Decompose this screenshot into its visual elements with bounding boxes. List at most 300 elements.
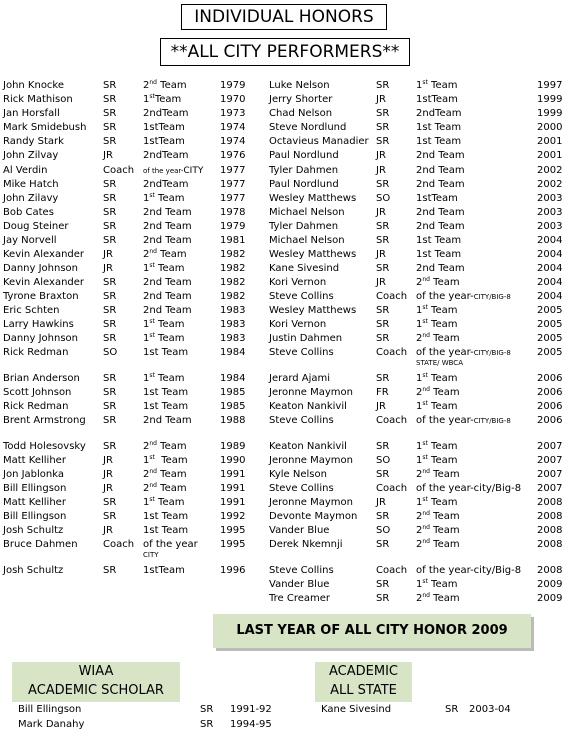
team-honor-text: 2 [416,277,423,288]
player-class: SR [103,319,117,330]
team-honor-text: 1st Team [416,235,462,246]
team-honor-rest: Team [427,401,458,412]
honor-year: 2006 [537,373,563,384]
team-honor-text: 2nd Team [416,150,465,161]
honor-year: 2003 [537,193,563,204]
team-ordinal-suffix: nd [422,510,430,517]
player-name: Steve Collins [269,415,334,426]
player-class: JR [103,455,113,466]
team-honor-rest: Team [427,80,458,91]
player-class: SR [376,469,390,480]
honor-year: 1984 [220,347,246,358]
team-ordinal-suffix: nd [149,79,157,86]
player-name: Wesley Matthews [269,249,357,260]
team-honor-rest: Team [157,80,187,91]
player-class: Coach [103,539,135,550]
team-honor-rest: Team [154,455,188,466]
player-name: Rick Redman [3,401,69,412]
team-honor-text: 2 [416,539,423,550]
all-state-heading: ALL STATE [330,683,397,698]
player-name: Steve Collins [269,483,334,494]
team-ordinal-suffix: st [149,332,155,339]
player-name: Kane Sivesind [269,263,340,274]
player-name: Devonte Maymon [269,511,358,522]
team-honor-rest: Team [154,373,185,384]
team-honor [416,482,521,496]
team-honor-rest: Team [430,277,460,288]
team-honor [143,192,184,206]
honor-year: 2009 [537,593,563,604]
team-honor [416,468,460,482]
team-honor [416,290,511,304]
player-class: JR [103,469,113,480]
honor-year: 1977 [220,193,246,204]
team-honor-text: 1st Team [143,401,189,412]
player-name: Michael Nelson [269,207,345,218]
team-honor-rest: Team [430,333,460,344]
team-honor [143,538,198,559]
team-honor-text: 1stTeam [143,136,185,147]
player-class: SR [103,387,117,398]
player-name: Scott Johnson [3,387,72,398]
team-ordinal-suffix: st [422,318,428,325]
team-honor [416,304,457,318]
player-name: Jan Horsfall [3,108,60,119]
player-name: Rick Mathison [3,94,73,105]
player-class: JR [103,249,113,260]
player-class: JR [376,497,386,508]
team-honor-rest: Team [154,319,185,330]
honor-year: 1977 [220,179,246,190]
honor-year: 1997 [537,80,563,91]
player-name: Justin Dahmen [269,333,343,344]
player-class: SR [376,122,390,133]
honor-year: 2003 [537,207,563,218]
team-ordinal-suffix: st [149,496,155,503]
team-honor [143,454,188,468]
team-honor-text: of the year- [416,347,474,358]
team-honor [416,414,511,428]
team-honor [416,164,465,178]
team-honor-rest: Team [430,387,460,398]
player-name: Tyrone Braxton [3,291,79,302]
player-class: Coach [376,483,408,494]
team-honor-rest: Team [157,469,187,480]
honor-year: 1983 [220,305,246,316]
honor-year: 2004 [537,291,563,302]
wiaa-name: Mark Danahy [18,719,85,730]
team-honor-rest: Team [427,319,458,330]
honor-year: 2009 [537,579,563,590]
academic-heading: ACADEMIC [329,664,398,679]
team-honor-text: 2nd Team [143,235,192,246]
honor-year: 1982 [220,249,246,260]
honor-year: 1982 [220,263,246,274]
team-honor [143,178,188,192]
player-name: Kori Vernon [269,319,327,330]
team-honor-text: 2 [416,525,423,536]
team-honor-text: 1st Team [416,122,462,133]
team-honor-text: 1 [143,263,150,274]
team-honor-text: 1 [143,455,150,466]
honor-year: 2007 [537,441,563,452]
team-honor [143,346,188,360]
team-honor-text: 1st Team [416,249,462,260]
team-honor [143,510,188,524]
team-honor-text: 2nd Team [143,291,192,302]
team-honor [143,400,188,414]
honor-year: 2005 [537,319,563,330]
honor-year: 2006 [537,401,563,412]
team-honor [143,468,187,482]
player-class: Coach [376,565,408,576]
honor-year: 1989 [220,441,246,452]
team-honor-rest: Team [430,469,460,480]
team-honor [416,400,457,414]
team-honor-rest: Team [154,497,185,508]
player-class: SR [376,441,390,452]
player-class: JR [376,150,386,161]
team-honor [143,290,192,304]
team-honor-text: 1stTeam [416,193,458,204]
honor-year: 2008 [537,525,563,536]
wiaa-class: SR [200,719,214,730]
player-name: Jon Jablonka [3,469,64,480]
player-class: SR [376,108,390,119]
player-name: Wesley Matthews [269,193,357,204]
team-honor [143,262,184,276]
player-class: SR [376,511,390,522]
team-ordinal-suffix: nd [422,468,430,475]
player-class: SR [103,94,117,105]
team-ordinal-suffix: nd [149,440,157,447]
player-name: Wesley Matthews [269,305,357,316]
team-honor [143,496,184,510]
team-honor [416,578,457,592]
team-honor-text: 1 [416,401,423,412]
team-honor [143,149,188,163]
team-honor [143,332,184,346]
player-name: Josh Schultz [3,525,64,536]
team-honor-text: 1 [143,319,150,330]
player-class: JR [103,263,113,274]
team-ordinal-suffix: st [422,304,428,311]
team-honor [416,262,465,276]
all-city-performers-title: **ALL CITY PERFORMERS** [160,38,410,66]
player-name: Jerard Ajami [269,373,331,384]
player-class: JR [376,249,386,260]
team-honor-qualifier: CITY/BIG-8 [473,417,511,425]
team-honor-text: 2ndTeam [143,179,189,190]
team-honor-text: 1 [416,373,423,384]
team-ordinal-suffix: st [422,454,428,461]
team-honor-text: 2 [143,483,150,494]
player-class: SR [103,333,117,344]
honor-year: 2006 [537,387,563,398]
team-honor [143,482,187,496]
player-name: Derek Nkemnji [269,539,343,550]
honor-year: 2007 [537,469,563,480]
team-honor [143,206,192,220]
team-honor [143,248,187,262]
player-class: SO [376,525,391,536]
team-honor [143,164,203,178]
team-honor [416,564,521,578]
honor-year: 2008 [537,511,563,522]
player-class: SR [103,122,117,133]
honor-year: 2004 [537,249,563,260]
team-honor [143,372,184,386]
player-class: SR [103,291,117,302]
team-honor-text: 1 [416,305,423,316]
honor-year: 2004 [537,235,563,246]
honor-year: 1974 [220,122,246,133]
player-name: Kori Vernon [269,277,327,288]
team-ordinal-suffix: nd [422,276,430,283]
honor-year: 1970 [220,94,246,105]
team-honor-text: 2 [143,249,150,260]
player-class: SR [376,539,390,550]
honor-year: 2001 [537,150,563,161]
team-honor [416,121,461,135]
team-ordinal-suffix: st [422,440,428,447]
player-name: Jay Norvell [3,235,57,246]
wiaa-name: Bill Ellingson [18,704,82,715]
player-class: SO [376,455,391,466]
player-name: Matt Kelliher [3,497,66,508]
honor-year: 1977 [220,165,246,176]
team-honor-rest: Team [427,373,458,384]
team-honor [416,346,511,367]
player-class: SR [103,565,117,576]
player-class: SO [103,347,118,358]
team-ordinal-suffix: nd [422,524,430,531]
player-class: SR [103,277,117,288]
player-name: Doug Steiner [3,221,69,232]
team-honor-text: 2nd Team [416,165,465,176]
team-honor [143,386,188,400]
wiaa-row [18,703,278,717]
team-honor [416,248,461,262]
player-name: Josh Schultz [3,565,64,576]
team-honor-qualifier: CITY/BIG-8 [473,349,511,357]
player-name: Octavieus Manadier [269,136,369,147]
player-class: SR [103,235,117,246]
player-name: Keaton Nankivil [269,441,347,452]
team-honor-text: 1 [416,497,423,508]
player-class: SR [376,136,390,147]
player-name: Steve Collins [269,347,334,358]
team-ordinal-suffix: nd [149,468,157,475]
player-name: Keaton Nankivil [269,401,347,412]
player-class: JR [376,207,386,218]
team-honor-qualifier: CITY/BIG-8 [473,293,511,301]
team-honor-text: 2 [416,469,423,480]
player-name: Jerry Shorter [269,94,333,105]
team-ordinal-suffix: st [149,454,155,461]
team-honor-rest: Team [427,305,458,316]
player-class: SR [376,179,390,190]
team-honor-text: 1stTeam [416,94,458,105]
team-honor [416,79,457,93]
honor-year: 1985 [220,387,246,398]
team-honor [143,440,187,454]
team-honor [416,93,458,107]
team-ordinal-suffix: nd [422,592,430,599]
team-honor-text: of the year-city/Big-8 [416,483,522,494]
honor-year: 1983 [220,333,246,344]
team-honor-text: 2 [416,387,423,398]
team-honor-rest: Team [154,193,185,204]
team-honor [143,524,188,538]
team-honor [416,524,460,538]
honor-year: 2004 [537,277,563,288]
team-honor [143,564,185,578]
honor-year: 2008 [537,565,563,576]
honor-year: 1976 [220,150,246,161]
academic-all-state-row [321,703,521,717]
player-name: Paul Nordlund [269,179,339,190]
player-class: SR [376,263,390,274]
player-class: SR [103,193,117,204]
team-ordinal-suffix: nd [149,482,157,489]
player-class: SR [376,333,390,344]
player-class: JR [376,94,386,105]
all-state-name: Kane Sivesind [321,704,392,715]
player-class: SR [376,593,390,604]
team-honor-text: 2nd Team [416,221,465,232]
team-ordinal-suffix: st [149,318,155,325]
honor-year: 1981 [220,235,246,246]
player-name: John Zilavy [3,193,59,204]
team-honor [416,135,461,149]
wiaa-years: 1994-95 [230,719,272,730]
academic-all-state-box [315,662,412,702]
honor-year: 1982 [220,277,246,288]
team-honor-rest: Team [427,441,458,452]
team-honor [143,93,181,107]
player-class: JR [376,165,386,176]
player-class: Coach [376,347,408,358]
team-honor [416,276,460,290]
player-name: Eric Schten [3,305,60,316]
player-class: SR [103,221,117,232]
team-honor-text: 2 [143,469,150,480]
team-honor-text: 2ndTeam [143,150,189,161]
team-honor-text: 1 [416,319,423,330]
team-honor [143,318,184,332]
honor-year: 2007 [537,455,563,466]
player-class: JR [103,525,113,536]
team-honor-rest: Team [157,249,187,260]
last-year-banner: LAST YEAR OF ALL CITY HONOR 2009 [213,614,531,648]
honor-year: 1991 [220,497,246,508]
team-honor-text: 2nd Team [143,207,192,218]
team-honor-text: 2 [416,511,423,522]
player-class: JR [103,483,113,494]
team-honor-text: 1stTeam [143,565,185,576]
player-name: Jeronne Maymon [269,497,353,508]
honor-year: 1982 [220,291,246,302]
player-name: Luke Nelson [269,80,330,91]
team-honor-text: 2 [416,333,423,344]
player-class: SR [103,415,117,426]
team-honor [416,234,461,248]
player-name: Rick Redman [3,347,69,358]
team-honor-text: of the year- [143,167,184,175]
team-ordinal-suffix: st [149,262,155,269]
team-honor-text: 2nd Team [416,179,465,190]
honor-year: 1999 [537,94,563,105]
team-honor [416,372,457,386]
team-ordinal-suffix: st [422,372,428,379]
team-honor [416,149,465,163]
team-honor [416,206,465,220]
team-honor-rest: Team [430,525,460,536]
team-honor-text: 2 [416,593,423,604]
wiaa-heading: WIAA [78,664,114,679]
honor-year: 2006 [537,415,563,426]
team-honor-text: 1 [416,441,423,452]
player-name: Kevin Alexander [3,249,85,260]
team-honor-text: 1st Team [143,511,189,522]
team-honor-rest: Team [154,94,182,105]
team-honor [416,178,465,192]
team-honor-text: 1st Team [143,347,189,358]
honor-year: 1979 [220,221,246,232]
team-honor-text: of the year-city/Big-8 [416,565,522,576]
player-name: Kevin Alexander [3,277,85,288]
team-ordinal-suffix: nd [422,332,430,339]
team-honor [143,135,185,149]
player-class: SR [103,497,117,508]
player-name: Al Verdin [3,165,48,176]
player-class: SR [376,305,390,316]
team-honor-text: 2nd Team [143,221,192,232]
team-honor-text: 1 [143,94,150,105]
player-class: SR [376,221,390,232]
team-honor [416,592,460,606]
team-honor [416,332,460,346]
player-name: Tyler Dahmen [269,165,339,176]
player-name: Todd Holesovsky [3,441,86,452]
team-honor [143,414,192,428]
team-ordinal-suffix: nd [422,538,430,545]
player-class: SR [103,136,117,147]
team-honor [416,220,465,234]
honor-year: 1991 [220,483,246,494]
honor-year: 2002 [537,165,563,176]
team-honor-rest: Team [157,441,187,452]
team-ordinal-suffix: st [422,578,428,585]
honor-year: 1995 [220,525,246,536]
player-name: Brian Anderson [3,373,80,384]
player-name: Paul Nordlund [269,150,339,161]
honor-year: 2008 [537,497,563,508]
honor-year: 1974 [220,136,246,147]
honor-year: 2005 [537,347,563,358]
team-ordinal-suffix: nd [422,386,430,393]
team-honor [416,440,457,454]
team-honor-text: 1st Team [416,136,462,147]
team-honor-text: 1 [143,373,150,384]
honor-year: 2004 [537,263,563,274]
team-ordinal-suffix: st [149,192,155,199]
player-name: Vander Blue [269,579,330,590]
team-honor [416,510,460,524]
team-honor-text: 2ndTeam [143,108,189,119]
player-class: JR [376,277,386,288]
